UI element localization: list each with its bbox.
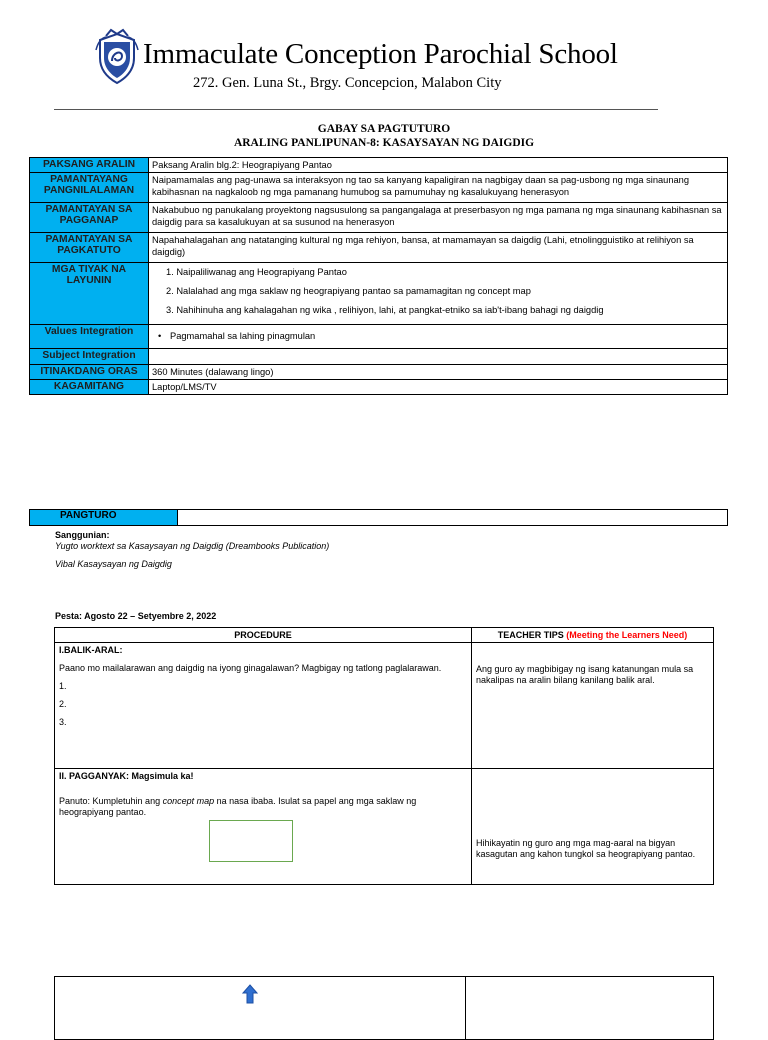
concept-map-box: [209, 820, 293, 862]
table-row: [30, 203, 728, 233]
procedure-cell: [55, 769, 472, 885]
table-row: [30, 365, 728, 380]
list-item: • Pagmamahal sa lahing pinagmulan: [152, 330, 724, 342]
references-heading: Sanggunian:: [55, 530, 110, 540]
procedure-table-continued: [54, 976, 714, 1040]
row-value: Naipamamalas ang pag-unawa sa interaksyon ng tao sa kanyang kapaligiran na nagbigay daan sa pag-usbong ng mga sinaunang kabihasnan na nagkaloob ng mga pamanang humubog sa pamumuhay ng kasalukuyang henerasyon: [149, 173, 728, 203]
procedure-header: PROCEDURE: [55, 628, 472, 643]
reference-item: Vibal Kasaysayan ng Daigdig: [55, 559, 172, 569]
row-value: Laptop/LMS/TV: [149, 380, 728, 395]
teacher-tips-note: (Meeting the Learners Need): [566, 630, 688, 640]
table-row: [30, 349, 728, 365]
procedure-cell: [55, 977, 466, 1040]
table-row: [30, 510, 728, 526]
row-label: PANGTURO: [30, 510, 178, 526]
objectives-list: [152, 266, 724, 316]
row-label: KAGAMITANG: [30, 380, 149, 395]
values-list: [152, 330, 724, 342]
lesson-info-table: [29, 157, 728, 395]
row-value: Nakabubuo ng panukalang proyektong nagsusulong sa pangangalaga at preserbasyon ng mga pamana ng mga sinaunang kabihasnan sa daigdig para sa kasalukuyan at sa susunod na henerasyon: [149, 203, 728, 233]
teacher-tips-header: [472, 628, 714, 643]
table-row: [30, 233, 728, 263]
instruction-text: Panuto: Kumpletuhin ang: [59, 796, 163, 806]
row-label: PAMANTAYAN SA PAGGANAP: [30, 203, 149, 233]
answer-blank: 2.: [59, 699, 67, 709]
row-value: [149, 349, 728, 365]
section-instruction: [59, 796, 467, 818]
document-title: GABAY SA PAGTUTURO: [317, 123, 451, 135]
teacher-tip-cell: [472, 769, 714, 885]
row-value: Napahahalagahan ang natatanging kultural ng mga rehiyon, bansa, at mamamayan sa daigdig (Lahi, etnolingguistiko at relihiyon sa daigdig): [149, 233, 728, 263]
school-address: 272. Gen. Luna St., Brgy. Concepcion, Malabon City: [193, 75, 502, 91]
row-value: [178, 510, 728, 526]
row-label: ITINAKDANG ORAS: [30, 365, 149, 380]
table-row: [55, 977, 714, 1040]
table-header-row: [55, 628, 714, 643]
teacher-tip: Ang guro ay magbibigay ng isang katanungan mula sa nakalipas na aralin bilang kanilang balik aral.: [476, 664, 694, 685]
document-subtitle: ARALING PANLIPUNAN-8: KASAYSAYAN NG DAIGDIG: [233, 137, 535, 149]
row-label: PAMANTAYANG PANGNILALAMAN: [30, 173, 149, 203]
table-row: [30, 263, 728, 325]
row-value: Paksang Aralin blg.2: Heograpiyang Pantao: [149, 158, 728, 173]
table-row: [30, 158, 728, 173]
list-item: 2. Nalalahad ang mga saklaw ng heograpiyang pantao sa pamamagitan ng concept map: [166, 286, 531, 296]
school-crest-icon: [94, 28, 140, 86]
row-label: Values Integration: [30, 325, 149, 349]
reference-item: Yugto worktext sa Kasaysayan ng Daigdig (Dreambooks Publication): [55, 541, 330, 551]
row-label: MGA TIYAK NA LAYUNIN: [30, 263, 149, 325]
table-row: [55, 643, 714, 769]
procedure-table: [54, 627, 714, 885]
teacher-tip-cell: [466, 977, 714, 1040]
section-title: I.BALIK-ARAL:: [59, 645, 123, 655]
teacher-tips-label: TEACHER TIPS: [497, 630, 564, 640]
procedure-cell: [55, 643, 472, 769]
school-name: Immaculate Conception Parochial School: [143, 38, 618, 70]
teacher-tip: Hihikayatin ng guro ang mga mag-aaral na bigyan kasagutan ang kahon tungkol sa heograpiyang pantao.: [476, 838, 696, 859]
up-arrow-icon: [242, 984, 258, 1004]
header-divider: [54, 109, 658, 110]
pangturo-table: [29, 509, 728, 526]
date-line: Pesta: Agosto 22 – Setyembre 2, 2022: [55, 611, 217, 621]
row-label: Subject Integration: [30, 349, 149, 365]
row-label: PAKSANG ARALIN: [30, 158, 149, 173]
row-value: 360 Minutes (dalawang lingo): [149, 365, 728, 380]
table-row: [30, 325, 728, 349]
answer-blank: 1.: [59, 681, 67, 691]
row-value: [149, 263, 728, 325]
list-item: 3. Nahihinuha ang kahalagahan ng wika , relihiyon, lahi, at pangkat-etniko sa iab't-ibang bahagi ng daigdig: [166, 305, 604, 315]
answer-blank: 3.: [59, 717, 67, 727]
list-item: 1. Naipaliliwanag ang Heograpiyang Pantao: [166, 267, 347, 277]
instruction-text: na nasa ibaba. Isulat sa papel ang mga saklaw ng heograpiyang pantao.: [59, 796, 417, 817]
row-value: [149, 325, 728, 349]
table-row: [30, 173, 728, 203]
table-row: [30, 380, 728, 395]
section-title: II. PAGGANYAK: Magsimula ka!: [59, 771, 194, 781]
row-label: PAMANTAYAN SA PAGKATUTO: [30, 233, 149, 263]
section-question: Paano mo mailalarawan ang daigdig na iyong ginagalawan? Magbigay ng tatlong paglalarawan.: [59, 663, 442, 673]
teacher-tip-cell: [472, 643, 714, 769]
instruction-emphasis: concept map: [162, 796, 215, 806]
table-row: [55, 769, 714, 885]
